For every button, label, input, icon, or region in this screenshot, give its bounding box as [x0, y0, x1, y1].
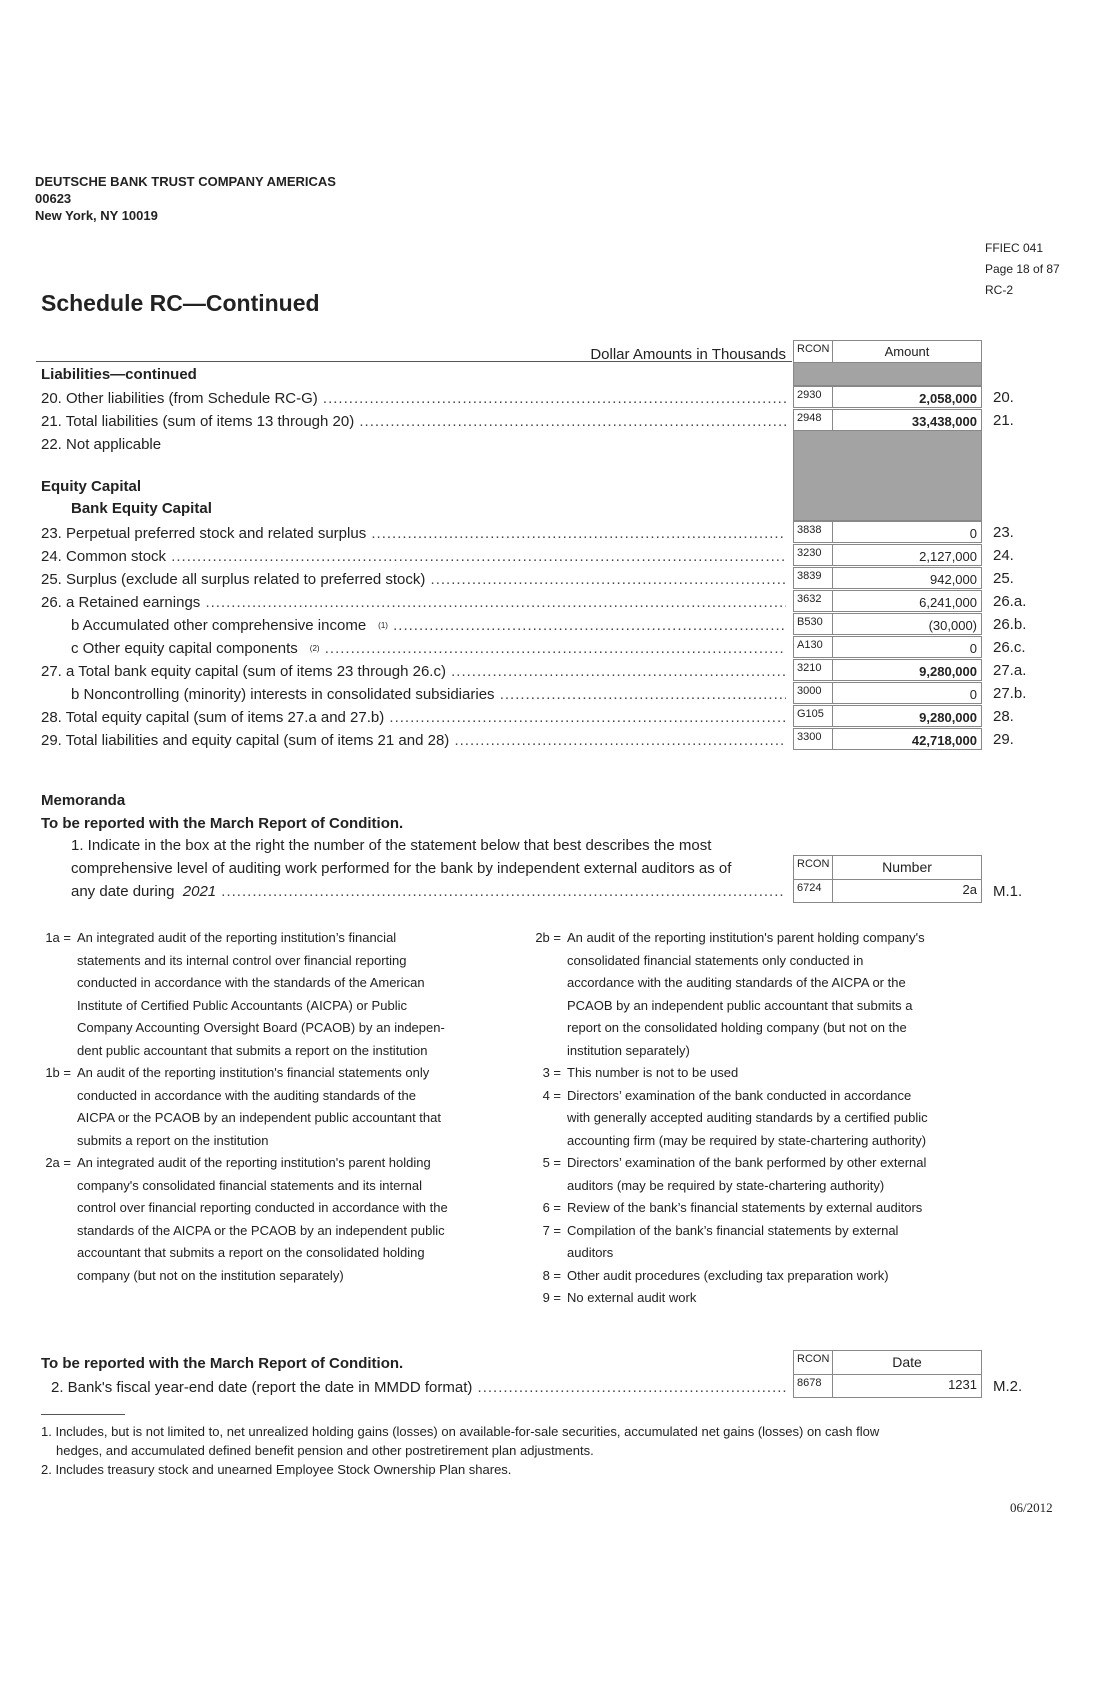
item-row — [71, 615, 786, 637]
definition-text: Compilation of the bank’s financial statements by external — [567, 1222, 899, 1238]
item-label: 26. a Retained earnings — [41, 594, 201, 611]
definition-line: conducted in accordance with the auditing standards of the — [77, 1087, 416, 1103]
footnote-1-cont: hedges, and accumulated defined benefit pension and other postretirement plan adjustments. — [56, 1443, 594, 1458]
definition-text: An audit of the reporting institution's financial statements only — [77, 1065, 430, 1080]
item-label: 21. Total liabilities (sum of items 13 through 20) — [41, 413, 355, 430]
item-amount-field[interactable]: 0 — [832, 636, 982, 658]
definition-line: consolidated financial statements only conducted in — [567, 952, 864, 968]
item-code: G105 — [793, 705, 833, 727]
item-amount-field[interactable]: 9,280,000 — [832, 705, 982, 727]
item-code: 3838 — [793, 521, 833, 543]
bank-name: DEUTSCHE BANK TRUST COMPANY AMERICAS — [35, 174, 336, 189]
definition-line: conducted in accordance with the standards of the American — [77, 975, 425, 990]
definition-line: company's consolidated financial statements and its internal — [77, 1177, 423, 1193]
header-rule — [36, 361, 792, 362]
definition-text: Directors’ examination of the bank conducted in accordance — [567, 1087, 912, 1103]
item-code: 3230 — [793, 544, 833, 566]
definition-item — [35, 1152, 515, 1175]
definition-key: 8 = — [542, 1267, 561, 1283]
definition-item — [525, 1152, 985, 1175]
item-row — [41, 523, 786, 545]
item-row — [71, 638, 786, 660]
item-code: 3839 — [793, 567, 833, 589]
item-code: 2948 — [793, 409, 833, 431]
footnote-ref: (2) — [309, 644, 320, 654]
item-number: 26.a. — [993, 593, 1027, 610]
definition-line: Institute of Certified Public Accountants (AICPA) or Public — [77, 997, 407, 1013]
item-code: 3300 — [793, 728, 833, 750]
m1-rcon-header: RCON — [793, 855, 833, 880]
definition-line: auditors — [567, 1245, 614, 1260]
definition-item — [525, 1287, 985, 1310]
definition-text: Other audit procedures (excluding tax preparation work) — [567, 1267, 889, 1283]
item-number: 27.a. — [993, 662, 1027, 679]
item-row — [41, 661, 786, 683]
item-code: 3210 — [793, 659, 833, 681]
definition-line: report on the consolidated holding company (but not on the — [567, 1020, 907, 1035]
definition-text: Directors’ examination of the bank performed by other external — [567, 1155, 927, 1170]
section-liabilities: Liabilities—continued — [41, 366, 197, 383]
item-label: b Noncontrolling (minority) interests in consolidated subsidiaries — [71, 686, 495, 703]
footnote-2: 2. Includes treasury stock and unearned Employee Stock Ownership Plan shares. — [41, 1462, 512, 1477]
item-amount-field[interactable]: (30,000) — [832, 613, 982, 635]
item-amount-field[interactable]: 2,127,000 — [832, 544, 982, 566]
definition-key: 9 = — [542, 1290, 561, 1305]
item-code: 3632 — [793, 590, 833, 612]
definition-line: standards of the AICPA or the PCAOB by an independent public — [77, 1222, 445, 1238]
footnote-1: 1. Includes, but is not limited to, net unrealized holding gains (losses) on available-for-sale securities, accumulated net gains (losses) on cash flow — [41, 1424, 880, 1439]
item-amount-field[interactable]: 6,241,000 — [832, 590, 982, 612]
item-row — [41, 388, 786, 410]
definition-key: 2a = — [45, 1155, 71, 1170]
item-label: 23. Perpetual preferred stock and related surplus — [41, 525, 367, 542]
footnote-rule — [41, 1414, 125, 1415]
definition-line: PCAOB by an independent public accountant that submits a — [567, 997, 913, 1013]
definition-key: 1a = — [45, 930, 71, 945]
m2-line: 2. Bank's fiscal year-end date (report the date in MMDD format) ..... — [51, 1377, 786, 1399]
item-number: 26.b. — [993, 616, 1027, 633]
item-amount-field[interactable]: 2,058,000 — [832, 386, 982, 408]
item-number: 21. — [993, 412, 1014, 429]
definition-item — [525, 1220, 985, 1243]
definition-key: 2b = — [535, 930, 561, 945]
m1-year: 2021 — [182, 883, 217, 900]
m1-line3: any date during 2021 ..... — [71, 881, 786, 903]
item-label: 27. a Total bank equity capital (sum of items 23 through 26.c) — [41, 663, 446, 680]
schedule-code: RC-2 — [985, 283, 1014, 297]
gray-block — [793, 430, 982, 521]
m2-date-header: Date — [832, 1350, 982, 1375]
definition-line: company (but not on the institution separately) — [77, 1267, 344, 1283]
definition-key: 3 = — [542, 1065, 561, 1080]
definition-text: An audit of the reporting institution's parent holding company's — [567, 930, 925, 945]
definition-line: control over financial reporting conducted in accordance with the — [77, 1200, 448, 1215]
definition-key: 1b = — [45, 1065, 71, 1080]
definition-text: No external audit work — [567, 1290, 697, 1305]
item-row — [41, 730, 786, 752]
definition-text: This number is not to be used — [567, 1065, 739, 1080]
m1-number-header: Number — [832, 855, 982, 880]
item-amount-field[interactable]: 0 — [832, 521, 982, 543]
section-equity: Equity Capital — [41, 478, 142, 495]
definition-item — [525, 1197, 985, 1220]
gray-block — [793, 362, 982, 386]
definition-item — [35, 1062, 515, 1085]
item-label: b Accumulated other comprehensive income — [71, 617, 367, 634]
rcon-header: RCON — [793, 340, 833, 363]
definition-key: 6 = — [542, 1200, 561, 1215]
units-label: Dollar Amounts in Thousands — [590, 346, 786, 363]
item-label: 20. Other liabilities (from Schedule RC-G) — [41, 390, 318, 407]
item-code: 3000 — [793, 682, 833, 704]
item-row — [41, 569, 786, 591]
item-code: A130 — [793, 636, 833, 658]
item-number: 29. — [993, 731, 1014, 748]
item-amount-field[interactable]: 9,280,000 — [832, 659, 982, 681]
memoranda-heading: Memoranda — [41, 792, 126, 809]
definition-text: An integrated audit of the reporting institution's parent holding — [77, 1155, 431, 1170]
definitions-left — [35, 927, 515, 1287]
form-date: 06/2012 — [1010, 1500, 1053, 1515]
item-row — [41, 434, 786, 456]
footnote-ref: (1) — [378, 621, 388, 631]
definition-line: accounting firm (may be required by state-chartering authority) — [567, 1132, 927, 1148]
item-row — [71, 684, 786, 706]
item-row — [41, 546, 786, 568]
definition-key: 4 = — [542, 1087, 561, 1103]
definition-text: An integrated audit of the reporting institution’s financial — [77, 930, 397, 945]
item-number: 20. — [993, 389, 1014, 406]
item-number: 28. — [993, 708, 1014, 725]
definitions-right — [525, 927, 985, 1310]
item-amount-field[interactable]: 33,438,000 — [832, 409, 982, 431]
item-code: B530 — [793, 613, 833, 635]
m1-line2: comprehensive level of auditing work performed for the bank by independent external auditors as of — [71, 860, 732, 877]
definition-item — [525, 927, 985, 950]
definition-line: institution separately) — [567, 1042, 690, 1058]
m1-value-field[interactable]: 2a — [832, 879, 982, 903]
page-title: Schedule RC—Continued — [41, 290, 320, 316]
item-amount-field[interactable]: 942,000 — [832, 567, 982, 589]
amount-header: Amount — [832, 340, 982, 363]
item-label: 29. Total liabilities and equity capital (sum of items 21 and 28) — [41, 732, 450, 749]
item-label: 24. Common stock — [41, 548, 167, 565]
item-row — [41, 707, 786, 729]
item-code: 2930 — [793, 386, 833, 408]
definition-line: statements and its internal control over financial reporting — [77, 952, 407, 968]
definition-line: auditors (may be required by state-chartering authority) — [567, 1177, 885, 1193]
item-number: 27.b. — [993, 685, 1027, 702]
item-number: 24. — [993, 547, 1014, 564]
item-number: 26.c. — [993, 639, 1026, 656]
definition-key: 7 = — [542, 1222, 561, 1238]
item-label: 25. Surplus (exclude all surplus related to preferred stock) — [41, 571, 426, 588]
definition-key: 5 = — [542, 1155, 561, 1170]
m2-code: 8678 — [793, 1374, 833, 1398]
form-id: FFIEC 041 — [985, 241, 1044, 255]
item-label: 28. Total equity capital (sum of items 27.a and 27.b) — [41, 709, 385, 726]
item-row — [41, 592, 786, 614]
definition-line: with generally accepted auditing standards by a certified public — [567, 1110, 928, 1125]
bank-id: 00623 — [35, 191, 72, 206]
m1-code: 6724 — [793, 879, 833, 903]
form-info — [985, 238, 1060, 301]
march-note: To be reported with the March Report of Condition. — [41, 815, 404, 832]
definition-item — [525, 1265, 985, 1288]
m2-rcon-header: RCON — [793, 1350, 833, 1375]
item-label: 22. Not applicable — [41, 436, 162, 453]
section-bank-equity: Bank Equity Capital — [71, 500, 212, 517]
definition-item — [525, 1062, 985, 1085]
definition-line: AICPA or the PCAOB by an independent public accountant that — [77, 1110, 441, 1125]
m2-item-number: M.2. — [993, 1378, 1023, 1395]
m1-line1: 1. Indicate in the box at the right the number of the statement below that best describes the most — [71, 837, 712, 854]
definition-line: dent public accountant that submits a report on the institution — [77, 1042, 428, 1058]
item-number: 25. — [993, 570, 1014, 587]
definition-line: Company Accounting Oversight Board (PCAOB) by an indepen- — [77, 1020, 445, 1035]
item-row — [41, 411, 786, 433]
item-number: 23. — [993, 524, 1014, 541]
item-label: c Other equity capital components — [71, 640, 298, 657]
definition-line: accordance with the auditing standards of the AICPA or the — [567, 975, 906, 990]
bank-info — [35, 173, 336, 224]
m2-value-field[interactable]: 1231 — [832, 1374, 982, 1398]
definition-item — [35, 927, 515, 950]
page-number: Page 18 of 87 — [985, 262, 1060, 276]
m1-item-number: M.1. — [993, 883, 1023, 900]
definition-item — [525, 1085, 985, 1108]
definition-line: submits a report on the institution — [77, 1132, 269, 1148]
item-amount-field[interactable]: 0 — [832, 682, 982, 704]
item-amount-field[interactable]: 42,718,000 — [832, 728, 982, 750]
definition-text: Review of the bank’s financial statements by external auditors — [567, 1200, 923, 1215]
definition-line: accountant that submits a report on the consolidated holding — [77, 1245, 425, 1260]
bank-location: New York, NY 10019 — [35, 208, 158, 223]
march-note-2: To be reported with the March Report of Condition. — [41, 1355, 404, 1372]
